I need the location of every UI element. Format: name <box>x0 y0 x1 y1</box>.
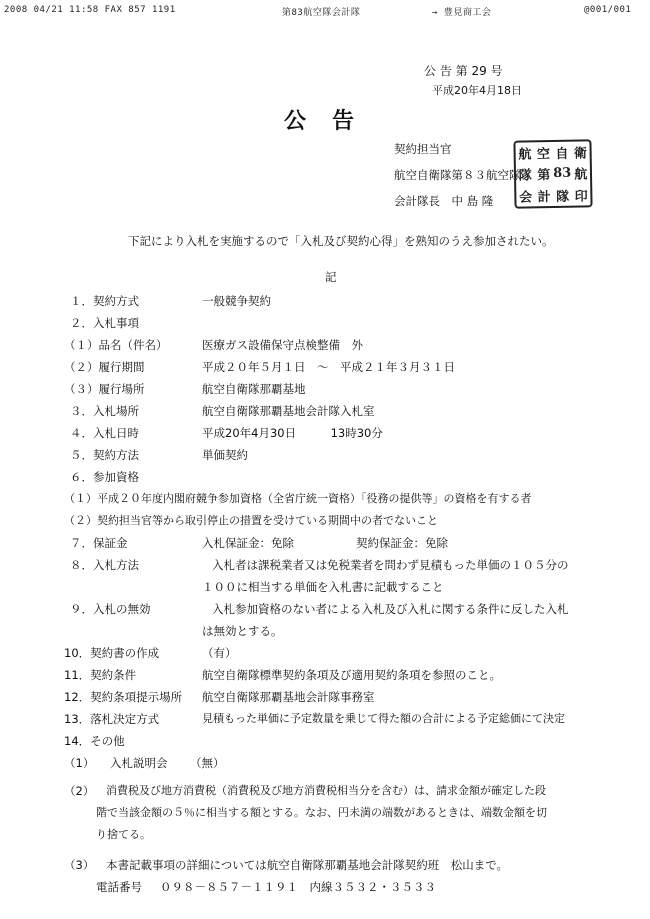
item-value: 一般競争契約 <box>202 294 271 308</box>
contract-deposit: 契約保証金：免除 <box>356 536 448 550</box>
item-label: 12．契約条項提示場所 <box>64 690 183 704</box>
item-label: 10．契約書の作成 <box>64 646 160 660</box>
invalid-label: ９．入札の無効 <box>70 602 151 616</box>
item-label: （２）履行期間 <box>64 360 145 374</box>
issuer-role: 契約担当官 <box>394 142 452 156</box>
item-label: （３）履行場所 <box>64 382 145 396</box>
item-value: 航空自衛隊那覇基地 <box>202 382 306 396</box>
fax-sender: 第83航空隊会計隊 <box>282 8 361 18</box>
other-2-line: り捨てる。 <box>96 828 151 841</box>
official-seal: 航 空 自 衛 隊 第 83 航 会 計 隊 印 <box>513 139 592 208</box>
phone-number: ０９８－８５７－１１９１ 内線３５３２・３５３３ <box>160 880 436 894</box>
method-line: 入札者は課税業者又は免税業者を問わず見積もった単価の１０５分の <box>212 558 569 572</box>
item-label: ６．参加資格 <box>70 470 139 484</box>
fax-page: @001/001 <box>584 5 632 15</box>
other-1-value: （無） <box>190 756 225 770</box>
item-value: （有） <box>202 646 237 660</box>
other-2-line: 階で当該金額の５％に相当する額とする。なお、円未満の端数があるときは、端数金額を切 <box>96 806 547 819</box>
bid-deposit: 入札保証金：免除 <box>202 536 294 550</box>
item-value: 航空自衛隊那覇基地会計隊事務室 <box>202 690 375 704</box>
item-value: 航空自衛隊標準契約条項及び適用契約条項を参照のこと。 <box>202 668 501 682</box>
other-1-num: （1） <box>64 756 95 770</box>
other-3-line: 本書記載事項の詳細については航空自衛隊那覇基地会計隊契約班 松山まで。 <box>106 858 509 872</box>
item-label: 13．落札決定方式 <box>64 712 160 726</box>
item-value: 見積もった単価に予定数量を乗じて得た額の合計による予定総価にて決定 <box>202 712 565 725</box>
item-value: 航空自衛隊那覇基地会計隊入札室 <box>202 404 375 418</box>
issuer-name: 会計隊長 中 島 隆 <box>394 194 494 208</box>
issuer-org: 航空自衛隊第８３航空隊 <box>394 168 521 182</box>
qualification-2: （２）契約担当官等から取引停止の措置を受けている期間中の者でないこと <box>64 514 438 527</box>
item-value: 単価契約 <box>202 448 248 462</box>
method-label: ８．入札方法 <box>70 558 139 572</box>
other-1-label: 入札説明会 <box>110 756 168 770</box>
other-2-line: 消費税及び地方消費税（消費税及び地方消費税相当分を含む）は、請求金額が確定した段 <box>106 784 546 797</box>
qualification-1: （１）平成２０年度内閣府競争参加資格（全省庁統一資格）「役務の提供等」の資格を有する者 <box>64 492 532 505</box>
item-value: 平成２０年５月１日 ～ 平成２１年３月３１日 <box>202 360 455 374</box>
notice-number: 公 告 第 29 号 <box>424 64 503 78</box>
phone-label: 電話番号 <box>96 880 142 894</box>
intro-text: 下記により入札を実施するので「入札及び契約心得」を熟知のうえ参加されたい。 <box>128 234 554 248</box>
item-label: ２．入札事項 <box>70 316 139 330</box>
page-title: 公告 <box>284 109 381 134</box>
deposit-label: ７．保証金 <box>70 536 128 550</box>
item-label: 11．契約条件 <box>64 668 137 682</box>
fax-datetime: 2008 04/21 11:58 FAX 857 1191 <box>4 5 176 15</box>
notice-date: 平成20年4月18日 <box>432 84 522 97</box>
item-label: ３．入札場所 <box>70 404 139 418</box>
other-2-num: （2） <box>64 784 95 798</box>
item-label: １．契約方式 <box>70 294 139 308</box>
ki-heading: 記 <box>325 270 337 284</box>
item-label: ５．契約方法 <box>70 448 139 462</box>
method-line: １００に相当する単価を入札書に記載すること <box>202 580 444 594</box>
item-value: 医療ガス設備保守点検整備 外 <box>202 338 363 352</box>
fax-recipient: → 豊見商工会 <box>432 8 492 18</box>
other-3-num: （3） <box>64 858 95 872</box>
item-value: 平成20年4月30日 13時30分 <box>202 426 383 440</box>
invalid-line: は無効とする。 <box>202 624 283 638</box>
invalid-line: 入札参加資格のない者による入札及び入札に関する条件に反した入札 <box>212 602 569 616</box>
other-label: 14．その他 <box>64 734 125 748</box>
item-label: ４．入札日時 <box>70 426 139 440</box>
item-label: （１）品名（件名） <box>64 338 168 352</box>
